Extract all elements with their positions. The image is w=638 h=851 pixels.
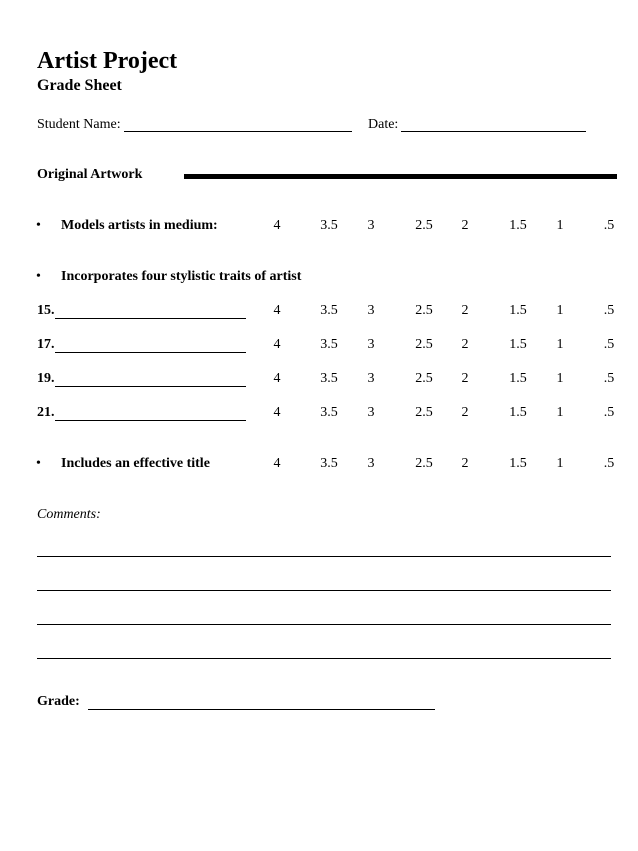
- trait-number-15: 15.: [37, 303, 55, 318]
- score-option[interactable]: .5: [603, 456, 615, 471]
- page-title: Artist Project: [37, 48, 178, 74]
- score-option[interactable]: 4: [273, 337, 281, 352]
- score-option[interactable]: .5: [603, 337, 615, 352]
- score-option[interactable]: .5: [603, 371, 615, 386]
- grade-label: Grade:: [37, 694, 80, 709]
- score-option[interactable]: 1: [556, 456, 564, 471]
- trait-number-17: 17.: [37, 337, 55, 352]
- score-option[interactable]: 3.5: [320, 456, 338, 471]
- trait-field-15[interactable]: [55, 318, 246, 319]
- score-option[interactable]: 1: [556, 371, 564, 386]
- criterion-models-label: Models artists in medium:: [61, 218, 218, 233]
- score-option[interactable]: 3: [367, 456, 375, 471]
- score-option[interactable]: 2: [461, 456, 469, 471]
- comment-line[interactable]: [37, 624, 611, 625]
- score-option[interactable]: 2: [461, 303, 469, 318]
- score-option[interactable]: 4: [273, 405, 281, 420]
- grade-field[interactable]: [88, 709, 435, 710]
- trait-number-21: 21.: [37, 405, 55, 420]
- score-option[interactable]: 3: [367, 303, 375, 318]
- score-option[interactable]: 1: [556, 218, 564, 233]
- score-option[interactable]: 2: [461, 405, 469, 420]
- score-option[interactable]: 3: [367, 337, 375, 352]
- score-option[interactable]: 4: [273, 371, 281, 386]
- score-option[interactable]: 3: [367, 371, 375, 386]
- score-option[interactable]: 2: [461, 371, 469, 386]
- score-option[interactable]: 2: [461, 337, 469, 352]
- date-field[interactable]: [401, 131, 586, 132]
- criterion-title-label: Includes an effective title: [61, 456, 210, 471]
- score-option[interactable]: 1.5: [509, 371, 527, 386]
- score-option[interactable]: 1.5: [509, 405, 527, 420]
- trait-field-21[interactable]: [55, 420, 246, 421]
- comment-line[interactable]: [37, 658, 611, 659]
- criterion-traits-label: Incorporates four stylistic traits of artist: [61, 269, 302, 284]
- score-option[interactable]: 2.5: [415, 218, 433, 233]
- trait-number-19: 19.: [37, 371, 55, 386]
- comment-line[interactable]: [37, 556, 611, 557]
- score-option[interactable]: 3.5: [320, 218, 338, 233]
- score-option[interactable]: 4: [273, 303, 281, 318]
- date-label: Date:: [368, 117, 399, 132]
- score-option[interactable]: 1: [556, 337, 564, 352]
- bullet-icon: •: [36, 456, 41, 471]
- score-option[interactable]: 3.5: [320, 405, 338, 420]
- score-option[interactable]: 2.5: [415, 303, 433, 318]
- bullet-icon: •: [36, 269, 41, 284]
- score-option[interactable]: 2.5: [415, 337, 433, 352]
- score-option[interactable]: 1.5: [509, 303, 527, 318]
- score-option[interactable]: 4: [273, 456, 281, 471]
- score-option[interactable]: 3: [367, 405, 375, 420]
- score-option[interactable]: 1.5: [509, 456, 527, 471]
- section-divider: [184, 174, 617, 179]
- score-option[interactable]: 3.5: [320, 303, 338, 318]
- score-option[interactable]: 3.5: [320, 337, 338, 352]
- comment-line[interactable]: [37, 590, 611, 591]
- score-option[interactable]: 3.5: [320, 371, 338, 386]
- section-title: Original Artwork: [37, 167, 143, 182]
- page-subtitle: Grade Sheet: [37, 77, 122, 94]
- comments-label: Comments:: [37, 507, 101, 522]
- score-option[interactable]: 2: [461, 218, 469, 233]
- score-option[interactable]: 4: [273, 218, 281, 233]
- score-option[interactable]: 1: [556, 303, 564, 318]
- student-name-field[interactable]: [124, 131, 352, 132]
- score-option[interactable]: .5: [603, 405, 615, 420]
- score-option[interactable]: .5: [603, 303, 615, 318]
- score-option[interactable]: 3: [367, 218, 375, 233]
- score-option[interactable]: 1.5: [509, 337, 527, 352]
- student-name-label: Student Name:: [37, 117, 121, 132]
- trait-field-19[interactable]: [55, 386, 246, 387]
- bullet-icon: •: [36, 218, 41, 233]
- score-option[interactable]: 1.5: [509, 218, 527, 233]
- score-option[interactable]: .5: [603, 218, 615, 233]
- trait-field-17[interactable]: [55, 352, 246, 353]
- score-option[interactable]: 2.5: [415, 405, 433, 420]
- score-option[interactable]: 1: [556, 405, 564, 420]
- score-option[interactable]: 2.5: [415, 456, 433, 471]
- score-option[interactable]: 2.5: [415, 371, 433, 386]
